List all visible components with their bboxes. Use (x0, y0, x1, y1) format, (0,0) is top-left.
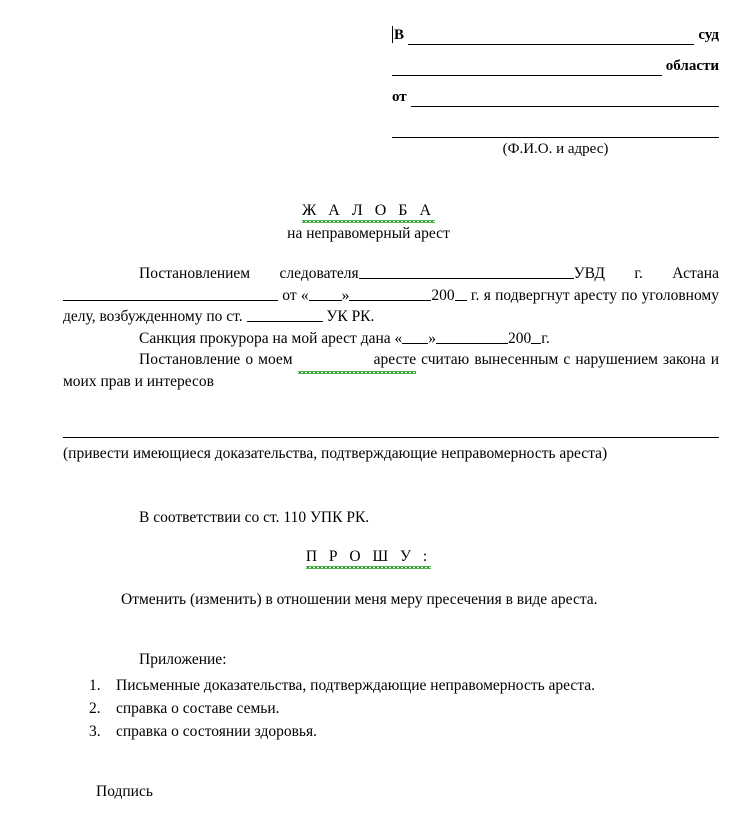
year-stub-2: 200 (508, 329, 532, 347)
list-item-label: справка о состоянии здоровья. (116, 723, 317, 740)
list-item (63, 674, 719, 697)
addressee-region-suffix: области (665, 58, 719, 74)
title-spellcheck-flag: Ж А Л О Б А (301, 202, 436, 219)
addressee-court-suffix: суд (698, 27, 719, 43)
applicant-address-blank[interactable] (392, 120, 719, 138)
investigator-name-blank[interactable] (359, 264, 574, 279)
sanction-text: Санкция прокурора на мой арест дана (139, 329, 391, 347)
text-cursor-caret (392, 26, 393, 43)
year-stub-1: 200 (431, 286, 455, 304)
request-body-text: Отменить (изменить) в отношении меня меру пресечения в виде ареста. (121, 591, 598, 608)
addressee-block (392, 14, 719, 138)
word-g-1: г. (470, 286, 480, 304)
attachments-list (63, 674, 719, 743)
signature-label: Подпись (96, 783, 153, 800)
detention-city: Астана (672, 265, 719, 282)
day-blank-1[interactable] (309, 286, 342, 301)
list-item-number: 3. (89, 723, 101, 740)
department-blank[interactable] (63, 286, 278, 301)
paragraph-prosecutor-sanction (63, 328, 719, 350)
addressee-court-line (392, 14, 719, 45)
applicant-address-line (392, 107, 719, 138)
month-blank-2[interactable] (436, 329, 508, 344)
document-subtitle: на неправомерный арест (287, 225, 450, 242)
document-body (63, 263, 719, 392)
paragraph-detention-order (63, 263, 719, 328)
detention-dept: УВД г. (573, 265, 643, 282)
detention-continuation: подвергнут аресту по уголовному делу, возбужденному по ст. (63, 286, 719, 325)
evidence-section-divider (63, 437, 719, 438)
request-heading-spellcheck-flag: П Р О Ш У : (305, 548, 432, 565)
word-ot: от (282, 286, 297, 304)
year-digit-blank-1[interactable] (455, 286, 467, 301)
addressee-region-blank[interactable] (392, 58, 662, 76)
detention-lead: Постановлением следователя (139, 265, 359, 282)
applicant-from-prefix: от (392, 89, 407, 105)
month-blank-1[interactable] (349, 286, 431, 301)
addressee-court-blank[interactable] (408, 27, 694, 45)
list-item (63, 720, 719, 743)
claim-part-1: Постановление о моем (139, 351, 293, 368)
evidence-instruction-note: (привести имеющиеся доказательства, подтверждающие неправомерность ареста) (63, 445, 608, 462)
applicant-from-line (392, 76, 719, 107)
claim-flagged-word: аресте (298, 349, 416, 371)
quote-close-2: » (428, 329, 437, 347)
legal-article-reference: В соответствии со ст. 110 УПК РК. (139, 509, 370, 526)
addressee-court-prefix: В (394, 27, 405, 43)
paragraph-unlawful-claim (63, 349, 719, 392)
list-item-label: Письменные доказательства, подтверждающие неправомерность ареста. (116, 677, 596, 694)
word-g-2: г. (541, 329, 550, 347)
list-item-number: 1. (89, 677, 101, 694)
code-label-2: РК. (351, 308, 375, 325)
day-blank-2[interactable] (402, 329, 428, 344)
list-item (63, 697, 719, 720)
quote-open-2: « (394, 329, 403, 347)
code-label: УК (326, 308, 348, 325)
addressee-region-line (392, 45, 719, 76)
quote-open-1: « (300, 286, 309, 304)
year-digit-blank-2[interactable] (531, 329, 541, 344)
document-title (0, 201, 737, 220)
word-ya: я (483, 286, 491, 304)
quote-close-1: » (341, 286, 350, 304)
applicant-field-caption: (Ф.И.О. и адрес) (502, 141, 609, 157)
article-number-blank[interactable] (247, 307, 323, 322)
attachments-heading: Приложение: (139, 651, 227, 668)
claim-part-2: считаю вынесенным с нарушением закона и моих прав и интересов (63, 351, 720, 390)
applicant-from-blank[interactable] (411, 89, 719, 107)
request-heading (0, 548, 737, 566)
list-item-label: справка о составе семьи. (116, 700, 280, 717)
list-item-number: 2. (89, 700, 101, 717)
